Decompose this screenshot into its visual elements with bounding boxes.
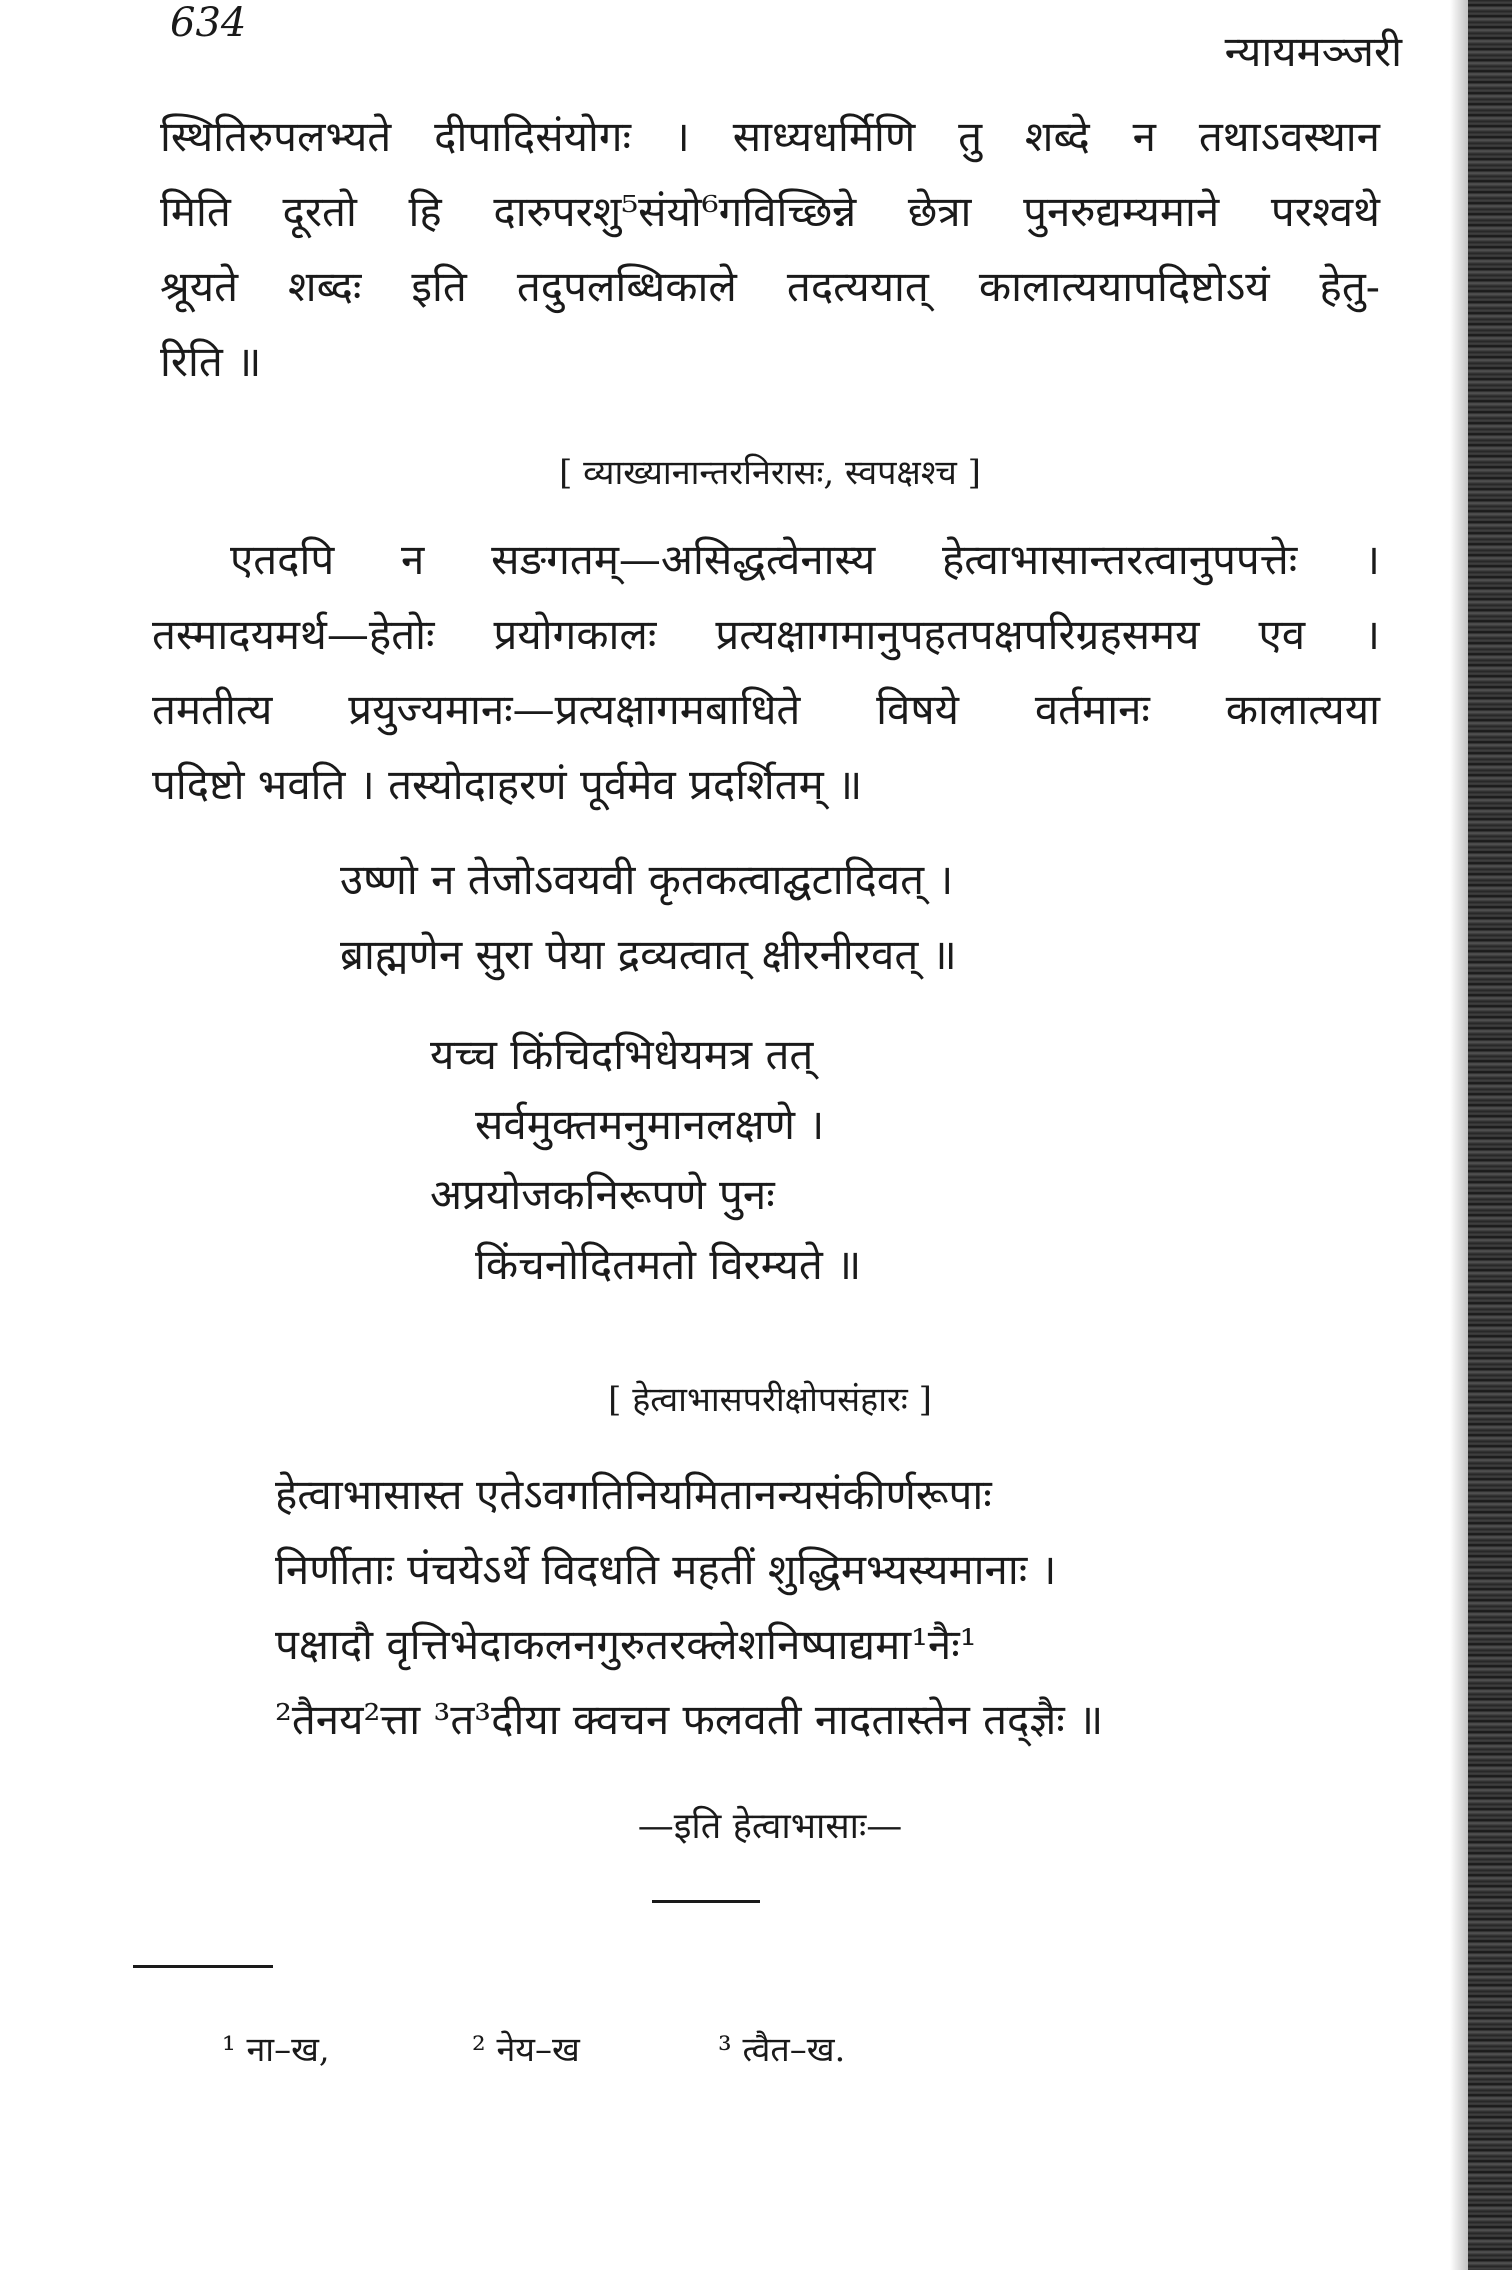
page-number: 634 — [170, 0, 247, 46]
verse2-line-2: निर्णीताः पंचयेऽर्थे विदधति महतीं शुद्धिमभ्यस्यमानाः । — [275, 1545, 1057, 1594]
verse2-line-1: हेत्वाभासास्त एतेऽवगतिनियमितानन्यसंकीर्णरूपाः — [275, 1470, 992, 1519]
verse2-line-3: पक्षादौ वृत्तिभेदाकलनगुरुतरक्लेशनिष्पाद्यमा¹नैः¹ — [275, 1620, 977, 1669]
footnote-rule — [133, 1965, 273, 1968]
para1-line-4: रिति ॥ — [160, 337, 262, 386]
footnote-3: ³ त्वैत–ख. — [718, 2030, 846, 2070]
para2-line-4: पदिष्टो भवति । तस्योदाहरणं पूर्वमेव प्रदर्शितम् ॥ — [152, 760, 863, 809]
verse2-line-4: ²तैनय²त्ता ³त³दीया क्वचन फलवती नादतास्तेन तद्ज्ञैः ॥ — [275, 1695, 1104, 1744]
running-head: न्यायमञ्जरी — [1224, 27, 1402, 76]
verse1-line-1: यच्च किंचिदभिधेयमत्र तत् — [430, 1030, 814, 1079]
para1-line-1: स्थितिरुपलभ्यते दीपादिसंयोगः । साध्यधर्मिणि तु शब्दे न तथाऽवस्थान — [160, 112, 1380, 161]
para2-line-1: एतदपि न सङगतम्—असिद्धत्वेनास्य हेत्वाभासान्तरत्वानुपपत्तेः । — [230, 535, 1380, 584]
verse1-line-4: किंचनोदितमतो विरम्यते ॥ — [475, 1240, 862, 1289]
footnote-2: ² नेय–ख — [472, 2030, 580, 2070]
section-heading-1: [ व्याख्यानान्तरनिरासः, स्वपक्षश्च ] — [559, 453, 981, 493]
page-edge-shadow — [1450, 0, 1468, 2270]
para2-line-3: तमतीत्य प्रयुज्यमानः—प्रत्यक्षागमबाधिते विषये वर्तमानः कालात्यया — [152, 685, 1380, 734]
verse1-line-3: अप्रयोजकनिरूपणे पुनः — [430, 1170, 775, 1219]
para1-line-2: मिति दूरतो हि दारुपरशु⁵संयो⁶गविच्छिन्ने छेत्रा पुनरुद्यम्यमाने परश्वथे — [160, 187, 1380, 236]
example-verse-line-2: ब्राह्मणेन सुरा पेया द्रव्यत्वात् क्षीरनीरवत् ॥ — [340, 930, 957, 979]
verse1-line-2: सर्वमुक्तमनुमानलक्षणे । — [475, 1100, 825, 1149]
para2-line-2: तस्मादयमर्थ—हेतोः प्रयोगकालः प्रत्यक्षागमानुपहतपक्षपरिग्रहसमय एव । — [152, 610, 1380, 659]
section-heading-2: [ हेत्वाभासपरीक्षोपसंहारः ] — [608, 1380, 932, 1420]
para1-line-3: श्रूयते शब्दः इति तदुपलब्धिकाले तदत्ययात् कालात्ययापदिष्टोऽयं हेतु- — [160, 262, 1380, 311]
footnote-1: ¹ ना–ख, — [222, 2030, 330, 2070]
page-edge-binding — [1468, 0, 1512, 2270]
colophon: —इति हेत्वाभासाः— — [637, 1806, 903, 1847]
end-rule — [652, 1900, 760, 1903]
example-verse-line-1: उष्णो न तेजोऽवयवी कृतकत्वाद्घटादिवत् । — [340, 855, 954, 904]
